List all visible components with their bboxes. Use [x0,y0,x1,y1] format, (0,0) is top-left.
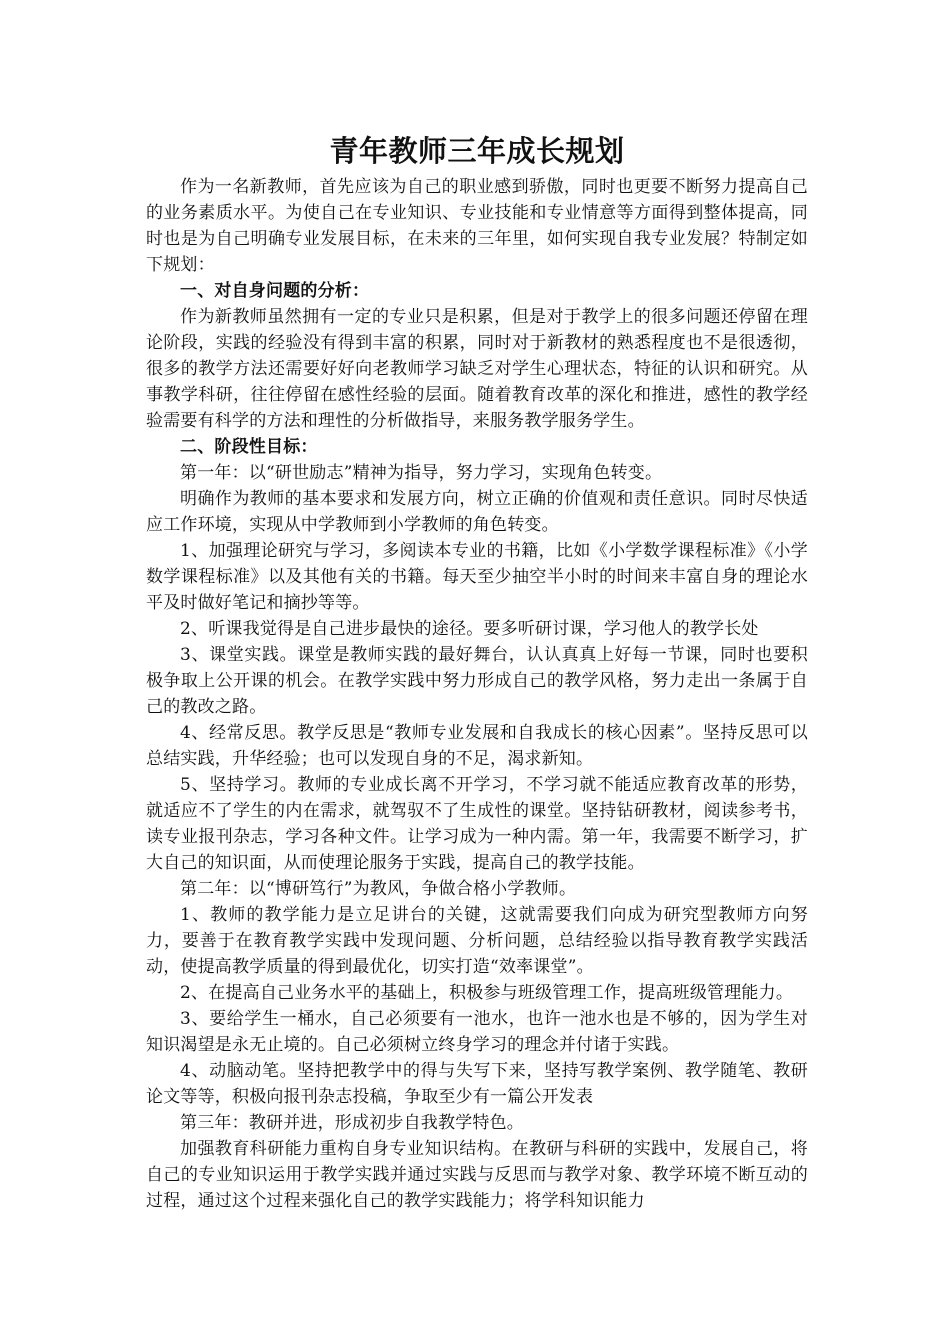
body-paragraph: 1、教师的教学能力是立足讲台的关键，这就需要我们向成为研究型教师方向努力，要善于在教育教学实践中发现问题、分析问题，总结经验以指导教育教学实践活动，使提高教学质量的得到最优化，切实打造“效率课堂”。 [146,905,808,977]
body-paragraph: 作为一名新教师，首先应该为自己的职业感到骄傲，同时也更要不断努力提高自己的业务素质水平。为使自己在专业知识、专业技能和专业情意等方面得到整体提高，同时也是为自己明确专业发展目标，在未来的三年里，如何实现自我专业发展？特制定如下规划： [146,177,808,275]
body-paragraph: 加强教育科研能力重构自身专业知识结构。在教研与科研的实践中，发展自己，将自己的专业知识运用于教学实践并通过实践与反思而与教学对象、教学环境不断互动的过程，通过这个过程来强化自己的教学实践能力；将学科知识能力 [146,1139,808,1211]
section-heading: 二、阶段性目标： [180,437,318,457]
body-paragraph: 第二年：以“博研笃行”为教风，争做合格小学教师。 [180,879,577,899]
body-paragraph: 3、课堂实践。课堂是教师实践的最好舞台，认认真真上好每一节课，同时也要积极争取上公开课的机会。在教学实践中努力形成自己的教学风格，努力走出一条属于自己的教改之路。 [146,645,808,717]
body-paragraph: 3、要给学生一桶水，自己必须要有一池水，也许一池水也是不够的，因为学生对知识渴望是永无止境的。自己必须树立终身学习的理念并付诸于实践。 [146,1009,808,1055]
body-paragraph: 明确作为教师的基本要求和发展方向，树立正确的价值观和责任意识。同时尽快适应工作环境，实现从中学教师到小学教师的角色转变。 [146,489,808,535]
document-body [146,174,808,1214]
body-paragraph: 5、坚持学习。教师的专业成长离不开学习，不学习就不能适应教育改革的形势，就适应不了学生的内在需求，就驾驭不了生成性的课堂。坚持钻研教材，阅读参考书，读专业报刊杂志，学习各种文件。让学习成为一种内需。第一年，我需要不断学习，扩大自己的知识面，从而使理论服务于实践，提高自己的教学技能。 [146,775,808,873]
body-paragraph: 2、听课我觉得是自己进步最快的途径。要多听研讨课，学习他人的教学长处 [180,619,759,639]
body-paragraph: 作为新教师虽然拥有一定的专业只是积累，但是对于教学上的很多问题还停留在理论阶段，实践的经验没有得到丰富的积累，同时对于新教材的熟悉程度也不是很透彻，很多的教学方法还需要好好向老教师学习缺乏对学生心理状态，特征的认识和研究。从事教学科研，往往停留在感性经验的层面。随着教育改革的深化和推进，感性的教学经验需要有科学的方法和理性的分析做指导，来服务教学服务学生。 [146,307,808,431]
body-paragraph: 第一年：以“研世励志”精神为指导，努力学习，实现角色转变。 [180,463,663,483]
document-page [146,128,808,1214]
body-paragraph: 4、经常反思。教学反思是“教师专业发展和自我成长的核心因素”。坚持反思可以总结实践，升华经验；也可以发现自身的不足，渴求新知。 [146,723,808,769]
body-paragraph: 第三年：教研并进，形成初步自我教学特色。 [180,1113,524,1133]
body-paragraph: 4、动脑动笔。坚持把教学中的得与失写下来，坚持写教学案例、教学随笔、教研论文等等，积极向报刊杂志投稿，争取至少有一篇公开发表 [146,1061,808,1107]
document-title: 青年教师三年成长规划 [329,134,625,168]
section-heading: 一、对自身问题的分析： [180,281,370,301]
body-paragraph: 1、加强理论研究与学习，多阅读本专业的书籍，比如《小学数学课程标准》《小学数学课程标准》以及其他有关的书籍。每天至少抽空半小时的时间来丰富自身的理论水平及时做好笔记和摘抄等等。 [146,541,808,613]
body-paragraph: 2、在提高自己业务水平的基础上，积极参与班级管理工作，提高班级管理能力。 [180,983,794,1003]
